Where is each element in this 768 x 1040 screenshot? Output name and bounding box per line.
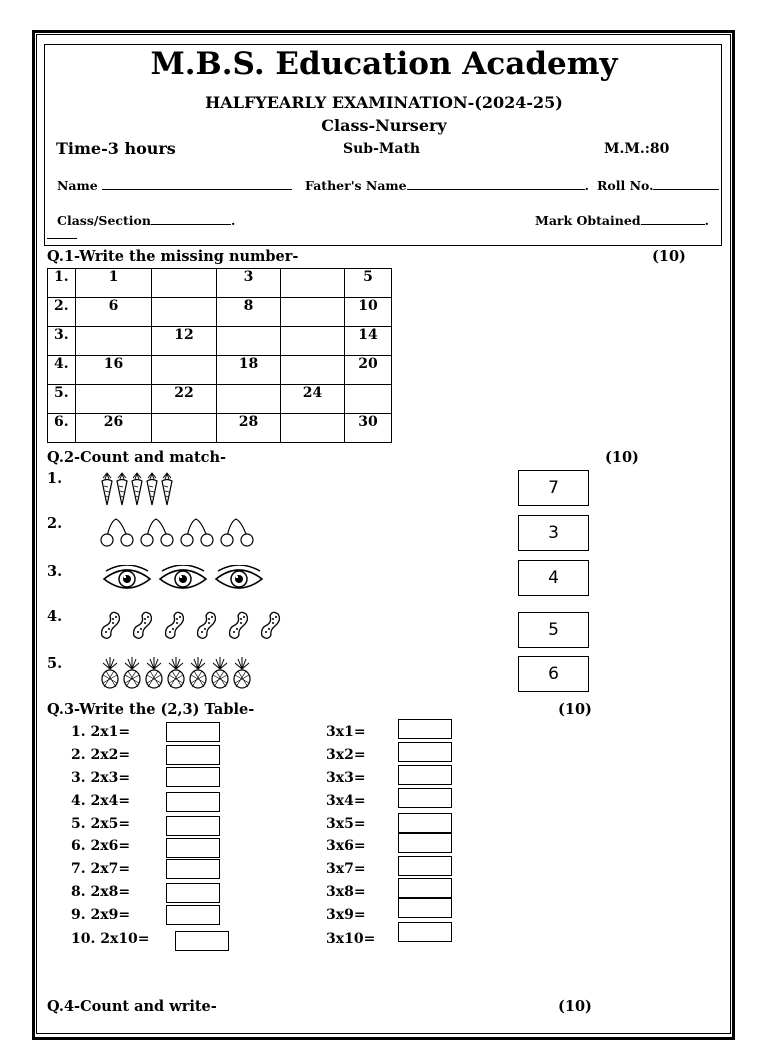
blank-cell[interactable] [152, 414, 217, 443]
table2-label: 8. 2x8= [71, 884, 131, 900]
table2-label: 5. 2x5= [71, 816, 131, 832]
name-label: Name [57, 178, 98, 193]
pineapple-icon [232, 657, 252, 693]
table2-label: 6. 2x6= [71, 838, 131, 854]
q2-item-number: 5. [47, 655, 63, 672]
blank-cell[interactable] [281, 327, 345, 356]
q4-marks: (10) [558, 998, 592, 1015]
table3-label: 3x2= [326, 747, 366, 763]
table3-label: 3x5= [326, 816, 366, 832]
table3-answer-box[interactable] [398, 898, 452, 918]
table-row [48, 269, 392, 298]
number-cell: 30 [345, 414, 392, 443]
row-number: 2. [48, 298, 76, 327]
answer-box-3[interactable]: 4 [518, 560, 589, 596]
q4-title: Q.4-Count and write- [47, 998, 217, 1015]
number-cell: 28 [217, 414, 281, 443]
table3-label: 3x9= [326, 907, 366, 923]
blank-cell[interactable] [281, 269, 345, 298]
q2-item-number: 1. [47, 470, 63, 487]
table3-answer-box[interactable] [398, 856, 452, 876]
pineapple-icon [144, 657, 164, 693]
name-blank[interactable] [102, 177, 292, 190]
table3-answer-box[interactable] [398, 878, 452, 898]
roll-blank[interactable] [653, 177, 719, 190]
carrot-icon [145, 472, 159, 510]
pineapple-icon [210, 657, 230, 693]
table2-answer-box[interactable] [166, 816, 220, 836]
exam-title: HALFYEARLY EXAMINATION-(2024-25) [205, 93, 563, 112]
subject-label: Sub-Math [343, 141, 421, 157]
table3-answer-box[interactable] [398, 833, 452, 853]
blank-cell[interactable] [345, 385, 392, 414]
number-cell: 12 [152, 327, 217, 356]
section-field[interactable]: Class/Section . [57, 213, 236, 228]
blank-cell[interactable] [281, 298, 345, 327]
peanut-icon [98, 610, 122, 644]
table2-answer-box[interactable] [166, 722, 220, 742]
number-cell: 6 [76, 298, 152, 327]
class-label: Class-Nursery [321, 116, 447, 135]
table2-answer-box[interactable] [166, 792, 220, 812]
table2-answer-box[interactable] [166, 767, 220, 787]
q1-title: Q.1-Write the missing number- [47, 248, 299, 265]
q1-marks: (10) [652, 248, 686, 265]
cherry-icon [178, 517, 216, 551]
table2-label: 10. 2x10= [71, 931, 150, 947]
eye-icon [102, 565, 152, 597]
cherry-icon [218, 517, 256, 551]
missing-number-table [47, 268, 392, 443]
table-row [48, 385, 392, 414]
blank-cell[interactable] [281, 356, 345, 385]
number-cell: 5 [345, 269, 392, 298]
table3-label: 3x6= [326, 838, 366, 854]
time-label: Time-3 hours [56, 139, 176, 158]
number-cell: 14 [345, 327, 392, 356]
table-row [48, 356, 392, 385]
table-row [48, 298, 392, 327]
table2-label: 3. 2x3= [71, 770, 131, 786]
table3-answer-box[interactable] [398, 742, 452, 762]
number-cell: 1 [76, 269, 152, 298]
carrot-icon [100, 472, 114, 510]
eye-icon [214, 565, 264, 597]
row-number: 6. [48, 414, 76, 443]
carrot-icon [160, 472, 174, 510]
name-field[interactable] [57, 177, 292, 193]
table2-answer-box[interactable] [166, 883, 220, 903]
table3-answer-box[interactable] [398, 719, 452, 739]
table3-label: 3x10= [326, 931, 376, 947]
table2-answer-box[interactable] [166, 745, 220, 765]
number-cell: 3 [217, 269, 281, 298]
table2-label: 1. 2x1= [71, 724, 131, 740]
table3-label: 3x4= [326, 793, 366, 809]
stray-line [47, 238, 77, 239]
marks-label: Mark Obtained [535, 213, 641, 228]
pineapple-icon [166, 657, 186, 693]
number-cell: 10 [345, 298, 392, 327]
table-row [48, 327, 392, 356]
row-number: 4. [48, 356, 76, 385]
q2-item-number: 4. [47, 608, 63, 625]
school-name: M.B.S. Education Academy [150, 46, 618, 82]
carrot-icon [130, 472, 144, 510]
answer-box-1[interactable]: 7 [518, 470, 589, 506]
section-blank[interactable] [151, 212, 231, 225]
table3-label: 3x8= [326, 884, 366, 900]
blank-cell[interactable] [152, 269, 217, 298]
max-marks-label: M.M.:80 [604, 141, 670, 157]
table2-label: 2. 2x2= [71, 747, 131, 763]
cherry-icon [138, 517, 176, 551]
pineapple-icon [122, 657, 142, 693]
blank-cell[interactable] [217, 327, 281, 356]
number-cell: 26 [76, 414, 152, 443]
roll-field[interactable] [597, 177, 719, 193]
table3-label: 3x1= [326, 724, 366, 740]
number-cell: 8 [217, 298, 281, 327]
pineapple-icon [100, 657, 120, 693]
pineapple-icon [188, 657, 208, 693]
q2-item-number: 2. [47, 515, 63, 532]
table2-answer-box[interactable] [166, 905, 220, 925]
answer-box-5[interactable]: 6 [518, 656, 589, 692]
table2-label: 4. 2x4= [71, 793, 131, 809]
father-field[interactable]: Father's Name . [305, 178, 589, 193]
table3-answer-box[interactable] [398, 813, 452, 833]
q2-marks: (10) [605, 449, 639, 466]
answer-box-2[interactable]: 3 [518, 515, 589, 551]
blank-cell[interactable] [76, 385, 152, 414]
eye-icon [158, 565, 208, 597]
answer-box-4[interactable]: 5 [518, 612, 589, 648]
row-number: 5. [48, 385, 76, 414]
table2-label: 7. 2x7= [71, 861, 131, 877]
table2-answer-box[interactable] [166, 859, 220, 879]
table3-answer-box[interactable] [398, 788, 452, 808]
table2-label: 9. 2x9= [71, 907, 131, 923]
q2-title: Q.2-Count and match- [47, 449, 227, 466]
number-cell: 18 [217, 356, 281, 385]
section-label: Class/Section [57, 213, 151, 228]
number-cell: 22 [152, 385, 217, 414]
blank-cell[interactable] [152, 356, 217, 385]
roll-label: Roll No. [597, 178, 654, 193]
row-number: 3. [48, 327, 76, 356]
peanut-icon [130, 610, 154, 644]
table3-label: 3x7= [326, 861, 366, 877]
q3-marks: (10) [558, 701, 592, 718]
peanut-icon [226, 610, 250, 644]
table2-answer-box[interactable] [175, 931, 229, 951]
table3-answer-box[interactable] [398, 922, 452, 942]
blank-cell[interactable] [217, 385, 281, 414]
blank-cell[interactable] [152, 298, 217, 327]
q2-item-number: 3. [47, 563, 63, 580]
carrot-icon [115, 472, 129, 510]
father-label: Father's Name [305, 178, 407, 193]
number-cell: 24 [281, 385, 345, 414]
marks-field[interactable]: Mark Obtained . [535, 213, 709, 228]
number-cell: 20 [345, 356, 392, 385]
blank-cell[interactable] [76, 327, 152, 356]
table2-answer-box[interactable] [166, 838, 220, 858]
peanut-icon [258, 610, 282, 644]
cherry-icon [98, 517, 136, 551]
blank-cell[interactable] [281, 414, 345, 443]
row-number: 1. [48, 269, 76, 298]
table3-answer-box[interactable] [398, 765, 452, 785]
number-cell: 16 [76, 356, 152, 385]
peanut-icon [162, 610, 186, 644]
marks-blank[interactable] [641, 212, 705, 225]
table3-label: 3x3= [326, 770, 366, 786]
q3-title: Q.3-Write the (2,3) Table- [47, 701, 255, 718]
peanut-icon [194, 610, 218, 644]
father-blank[interactable] [407, 177, 585, 190]
table-row [48, 414, 392, 443]
